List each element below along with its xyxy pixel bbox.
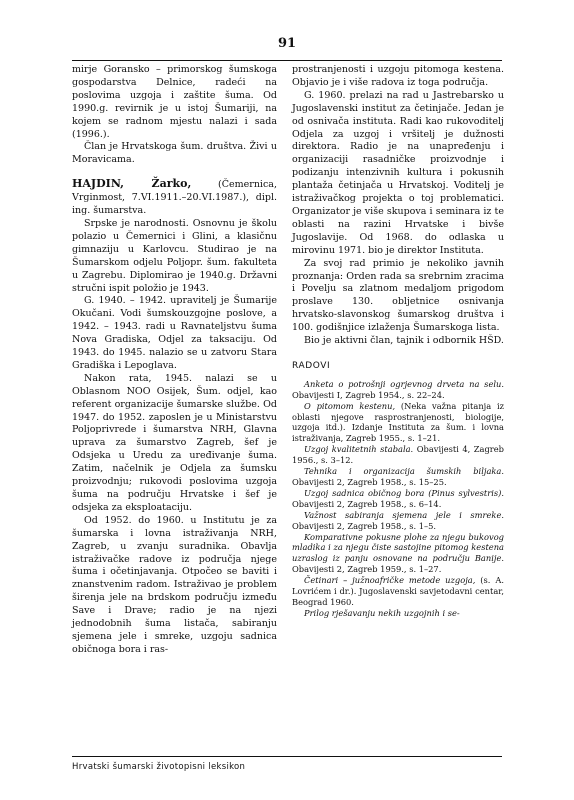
work-title: Uzgoj sadnica običnog bora (Pinus sylvestris).: [304, 487, 504, 498]
right-column: [292, 64, 504, 619]
work-details: Obavijesti 2, Zagreb 1958., s. 1–5.: [292, 520, 437, 531]
works-heading: RADOVI: [292, 360, 331, 371]
work-title: Anketa o potrošnji ogrjevnog drveta na selu.: [304, 378, 504, 389]
work-item: [292, 444, 504, 466]
work-item: [292, 532, 504, 576]
bio-paragraph: Srpske je narodnosti. Osnovnu je školu polazio u Čemernici i Glini, a klasičnu gimnaziju u Karlovcu. Studirao je na Šumarskom odjelu Poljopr. šum. fakulteta u Zagrebu. Diplomirao je 1940.g. Državni stručni ispit položio je 1943.: [72, 217, 277, 294]
work-title: Četinari – južnoafričke metode uzgoja,: [304, 575, 476, 586]
work-details: (Neka važna pitanja iz oblasti njegove rasprostranjenosti, biologije, uzgoja itd.). Izdanje Instituta za šum. i lovna istraživanja, Zagreb 1955., s. 1–21.: [292, 400, 504, 444]
entry-header-details: (Čemernica, Vrginmost, 7.VI.1911.–20.VI.1987.), dipl. ing. šumarstva.: [72, 179, 277, 217]
entry-header: [72, 178, 277, 218]
header-rule: [72, 60, 502, 61]
work-title: Prilog rješavanju nekih uzgojnih i se-: [304, 607, 460, 618]
bio-paragraph: Za svoj rad primio je nekoliko javnih proznanja: Orden rada sa srebrnim zracima i Povelju sa zlatnom medaljom prigodom proslave 130. obljetnice osnivanja hrvatsko-slavonskog šumarskog društva i 100. godišnjice izlaženja Šumarskoga lista.: [292, 257, 504, 334]
bio-paragraph: prostranjenosti i uzgoju pitomoga kestena. Objavio je i više radova iz toga područja.: [292, 64, 504, 88]
work-details: Obavijesti 4, Zagreb 1956., s. 3–12.: [292, 444, 504, 466]
left-column: [72, 64, 277, 657]
work-title: Komparativne pokusne plohe za njegu bukovog mladika i za njegu čiste sastojine pitomog kestena uzraslog iz panju osnovane na području Banije.: [292, 531, 504, 564]
work-item: [292, 510, 504, 532]
work-item: [292, 488, 504, 510]
bio-paragraph: G. 1940. – 1942. upravitelj je Šumarije Okučani. Vodi šumskouzgojne poslove, a 1942. – 1943. radi u Ravnateljstvu šuma Nova Gradiska, Odjel za taksaciju. Od 1943. do 1945. nalazio se u zatvoru Stara Gradiška i Lepoglava.: [72, 295, 277, 371]
work-title: Važnost sabiranja sjemena jele i smreke.: [304, 509, 504, 520]
work-item: [292, 379, 504, 401]
work-details: (s. A. Lovrićem i dr.). Jugoslavenski savjetodavni centar, Beograd 1960.: [292, 575, 504, 607]
work-details: Obavijesti 2, Zagreb 1959., s. 1–27.: [292, 564, 442, 575]
work-title: Uzgoj kvalitetnih stabala.: [304, 444, 414, 455]
work-item: [292, 608, 504, 619]
entry-name: HAJDIN, Žarko,: [72, 177, 192, 191]
bio-paragraph: Nakon rata, 1945. nalazi se u Oblasnom NOO Osijek, Šum. odjel, kao referent organizacije šumarske službe. Od 1947. do 1952. zaposlen je u Ministarstvu Poljoprivrede i šumarstva NRH, Glavna uprava za šumarstvo Zagreb, šef je Odsjeka u Uredu za uređivanje šuma. Zatim, načelnik je Odjela za šumsku proizvodnju; rukovodi poslovima uzgoja šuma na području Hrvatske i šef je odsjeka za eksploataciju.: [72, 372, 277, 513]
work-details: Obavijesti 2, Zagreb 1958., s. 6–14.: [292, 498, 442, 509]
work-item: [292, 401, 504, 445]
entry-continuation: mirje Goransko – primorskog šumskoga gospodarstva Delnice, radeći na poslovima uzgoja i zaštite šuma. Od 1990.g. revirnik je u istoj Šumariji, na kojem se radnom mjestu nalazi i sada (1996.).: [72, 64, 277, 140]
bio-paragraph: Bio je aktivni član, tajnik i odbornik HŠD.: [304, 335, 504, 347]
bio-paragraph: Od 1952. do 1960. u Institutu je za šumarska i lovna istraživanja NRH, Zagreb, u zvanju suradnika. Obavlja istraživačke radove iz područja njege šuma i očetinjavanja. Otpočeo se baviti i znanstvenim radom. Istraživao je problem širenja jele na brdskom području između Save i Drave; radio je na njezi jednodobnih šuma listača, sabiranju sjemena jele i smreke, uzgoju sadnica običnoga bora i ras-: [72, 514, 277, 655]
works-list: [292, 379, 504, 619]
work-details: Obavijesti 2, Zagreb 1958., s. 15–25.: [292, 477, 447, 487]
entry-membership: Član je Hrvatskoga šum. društva. Živi u Moravicama.: [72, 141, 277, 166]
work-details: Obavijesti I, Zagreb 1954., s. 22–24.: [292, 389, 445, 400]
footer-rule: [72, 756, 502, 757]
work-item: [292, 466, 504, 488]
bio-paragraph: G. 1960. prelazi na rad u Jastrebarsko u Jugoslavenski institut za četinjače. Jedan je od osnivača instituta. Radi kao rukovoditelj Odjela za uzgoj i vršitelj je dužnosti direktora. Radio je na unapređenju i organizaciji rasadničke proizvodnje i podizanju intenzivnih kultura i pokusnih plantaža četinjača u Hrvatskoj. Voditelj je istraživačkog projekta o toj problematici. Organizator je više skupova i seminara iz te oblasti na razini Hrvatske i bivše Jugoslavije. Od 1968. do odlaska u mirovinu 1971. bio je direktor Instituta.: [292, 89, 504, 256]
work-title: Tehnika i organizacija šumskih biljaka.: [304, 466, 504, 477]
work-title: O pitomom kestenu,: [304, 400, 396, 411]
page-number: 91: [277, 36, 297, 51]
work-item: [292, 575, 504, 608]
footer-text: Hrvatski šumarski životopisni leksikon: [72, 762, 246, 772]
